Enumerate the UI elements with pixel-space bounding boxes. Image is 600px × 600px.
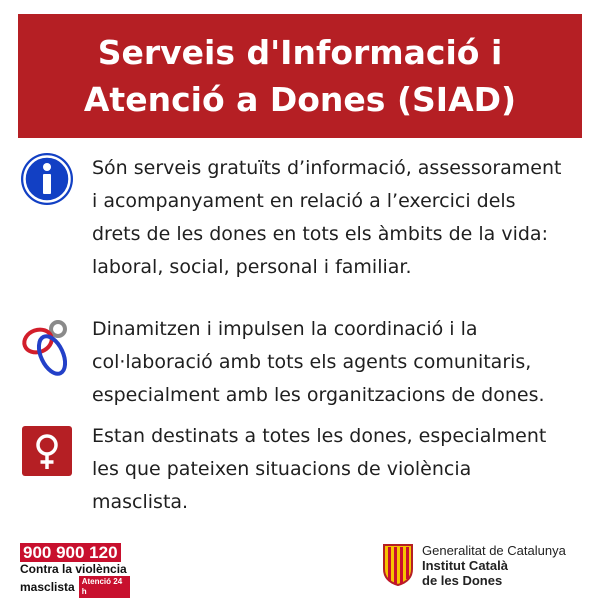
women-line: les que pateixen situacions de violència [92,458,472,480]
title-line-1: Serveis d'Informació i [97,33,503,72]
institute-name-line: Institut Català [422,557,508,573]
info-text [92,152,577,284]
helpline-logo [20,543,130,598]
helpline-number: 900 900 120 [20,543,121,562]
collaboration-line: Dinamitzen i impulsen la coordinació i la [92,318,478,340]
women-line: masclista. [92,491,189,513]
info-line: laboral, social, personal i familiar. [92,256,412,278]
page-title [84,29,516,123]
women-line: Estan destinats a totes les dones, especialment [92,425,547,447]
helpline-row [20,576,130,598]
helpline-line: masclista [20,580,75,594]
info-line: i acompanyament en relació a l’exercici dels [92,190,516,212]
senyera-emblem-icon [382,543,414,587]
info-line: drets de les dones en tots els àmbits de la vida: [92,223,548,245]
title-banner [18,14,582,138]
generalitat-logo [382,540,566,590]
collaboration-line: especialment amb les organitzacions de dones. [92,384,545,406]
generalitat-name: Generalitat de Catalunya [422,542,566,558]
helpline-line: Contra la violència [20,562,127,576]
collaboration-text [92,313,577,412]
generalitat-text [422,543,566,588]
linked-rings-icon [20,317,74,393]
info-line: Són serveis gratuïts d’informació, assessorament [92,157,562,179]
title-line-2: Atenció a Dones (SIAD) [83,80,517,119]
female-symbol-icon [22,426,72,480]
institute-name-line: de les Dones [422,572,503,588]
women-text [92,420,577,519]
info-icon [20,152,74,210]
helpline-24h-badge: Atenció 24 h [79,576,130,598]
collaboration-line: col·laboració amb tots els agents comunitaris, [92,351,532,373]
